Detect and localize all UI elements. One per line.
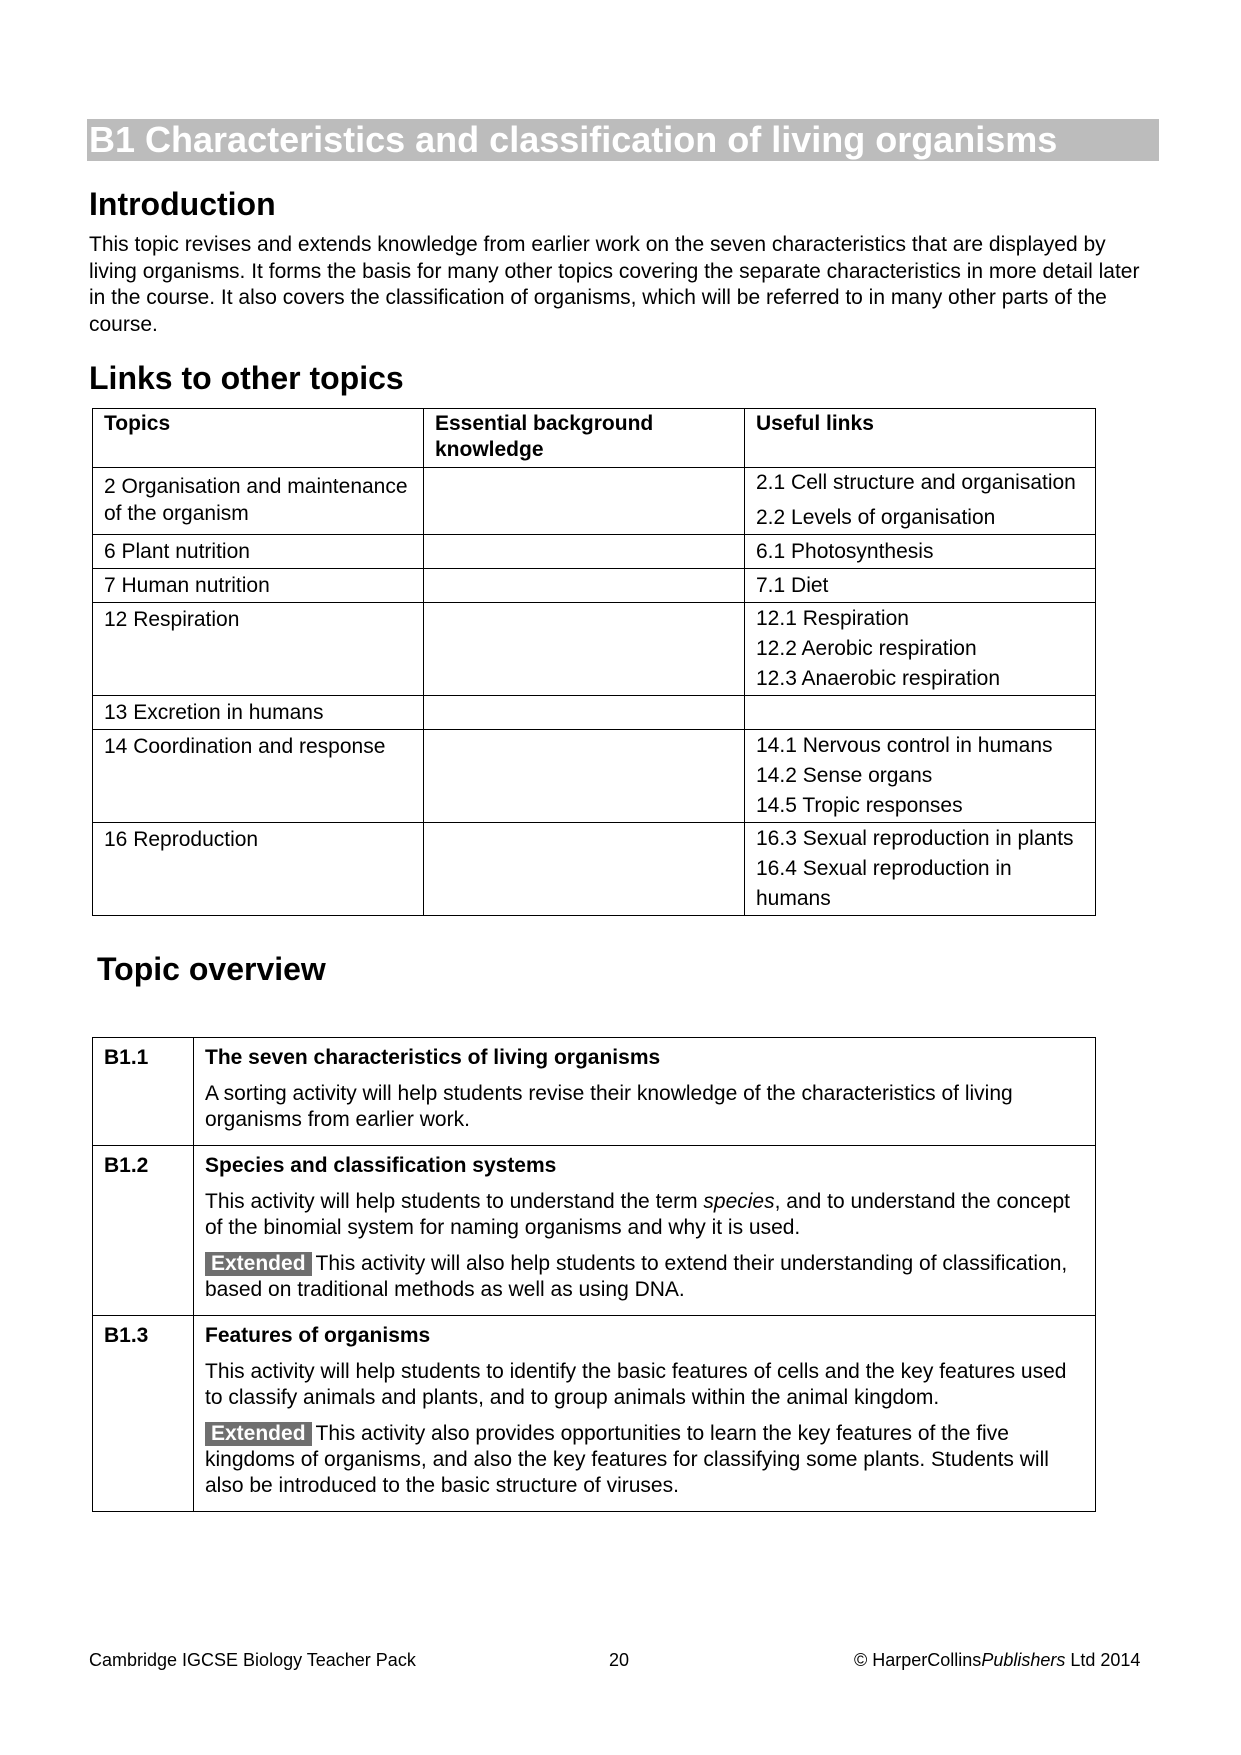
topic-cell: 16 Reproduction bbox=[93, 823, 424, 916]
topic-code: B1.3 bbox=[93, 1316, 194, 1512]
footer-copyright bbox=[854, 1649, 1140, 1671]
introduction-text: This topic revises and extends knowledge from earlier work on the seven characteristics that are displayed by living organisms. It forms the basis for many other topics covering the separate characteristics in more detail later in the course. It also covers the classification of organisms, which will be referred to in many other parts of the course. bbox=[89, 233, 1140, 336]
useful-link: 7.1 Diet bbox=[756, 574, 829, 597]
overview-content bbox=[194, 1038, 1096, 1146]
overview-content bbox=[194, 1316, 1096, 1512]
column-header-background: Essential background knowledge bbox=[424, 409, 745, 468]
extended-badge: Extended bbox=[205, 1252, 312, 1276]
useful-links-cell bbox=[745, 696, 1096, 730]
overview-item-title: Features of organisms bbox=[205, 1324, 431, 1347]
topic-cell: 14 Coordination and response bbox=[93, 730, 424, 823]
copyright-prefix: © HarperCollins bbox=[854, 1650, 982, 1670]
background-cell bbox=[424, 569, 745, 603]
topic-cell: 6 Plant nutrition bbox=[93, 535, 424, 569]
overview-item-extended bbox=[205, 1421, 1083, 1499]
useful-links-cell bbox=[745, 603, 1096, 696]
topic-code: B1.1 bbox=[93, 1038, 194, 1146]
useful-link: 6.1 Photosynthesis bbox=[756, 540, 934, 563]
useful-links-cell bbox=[745, 468, 1096, 535]
table-row bbox=[93, 535, 1096, 569]
table-row bbox=[93, 603, 1096, 696]
useful-link: 16.3 Sexual reproduction in plants bbox=[756, 827, 1074, 850]
useful-link: 14.5 Tropic responses bbox=[756, 794, 963, 817]
useful-link: 12.2 Aerobic respiration bbox=[756, 637, 977, 660]
background-cell bbox=[424, 603, 745, 696]
overview-table bbox=[92, 1037, 1096, 1512]
overview-item-description: This activity will help students to identify the basic features of cells and the key features used to classify animals and plants, and to group animals within the animal kingdom. bbox=[205, 1360, 1067, 1409]
useful-links-cell bbox=[745, 535, 1096, 569]
table-row bbox=[93, 730, 1096, 823]
topic-code: B1.2 bbox=[93, 1146, 194, 1316]
column-header-topics: Topics bbox=[93, 409, 424, 468]
table-row bbox=[93, 1038, 1096, 1146]
useful-link: 14.2 Sense organs bbox=[756, 764, 933, 787]
description-text: , and to understand the concept of the binomial system for naming organisms and why it is used. bbox=[205, 1190, 1070, 1239]
table-row bbox=[93, 1146, 1096, 1316]
table-row bbox=[93, 823, 1096, 916]
useful-link: 12.3 Anaerobic respiration bbox=[756, 667, 1000, 690]
overview-item-description bbox=[205, 1189, 1083, 1241]
useful-link: 12.1 Respiration bbox=[756, 607, 909, 630]
description-text: This activity will help students to understand the term bbox=[205, 1190, 704, 1213]
extended-text: This activity also provides opportunities to learn the key features of the five kingdoms of organisms, and also the key features for classifying some plants. Students will also be introduced to the basic structure of viruses. bbox=[205, 1422, 1049, 1497]
background-cell bbox=[424, 696, 745, 730]
overview-heading: Topic overview bbox=[97, 951, 326, 987]
topic-cell: 12 Respiration bbox=[93, 603, 424, 696]
topic-cell: 13 Excretion in humans bbox=[93, 696, 424, 730]
topic-cell: 2 Organisation and maintenance of the organism bbox=[93, 468, 424, 535]
introduction-heading: Introduction bbox=[89, 186, 276, 222]
page-title: B1 Characteristics and classification of living organisms bbox=[87, 119, 1159, 161]
description-italic-term: species bbox=[703, 1190, 775, 1213]
background-cell bbox=[424, 535, 745, 569]
useful-links-cell bbox=[745, 569, 1096, 603]
table-row bbox=[93, 1316, 1096, 1512]
overview-item-title: Species and classification systems bbox=[205, 1154, 557, 1177]
extended-text: This activity will also help students to extend their understanding of classification, based on traditional methods as well as using DNA. bbox=[205, 1252, 1068, 1301]
links-table-header-row bbox=[93, 409, 1096, 468]
links-table bbox=[92, 408, 1096, 916]
overview-item-title: The seven characteristics of living organisms bbox=[205, 1046, 661, 1069]
background-cell bbox=[424, 468, 745, 535]
useful-link: 16.4 Sexual reproduction in humans bbox=[756, 857, 1012, 910]
footer-page-number: 20 bbox=[609, 1650, 630, 1670]
table-row bbox=[93, 468, 1096, 535]
copyright-suffix: Ltd 2014 bbox=[1065, 1650, 1141, 1670]
background-cell bbox=[424, 730, 745, 823]
overview-content bbox=[194, 1146, 1096, 1316]
column-header-useful-links: Useful links bbox=[745, 409, 1096, 468]
overview-item-extended bbox=[205, 1251, 1083, 1303]
footer-publication: Cambridge IGCSE Biology Teacher Pack bbox=[89, 1650, 416, 1670]
topic-cell: 7 Human nutrition bbox=[93, 569, 424, 603]
table-row bbox=[93, 696, 1096, 730]
links-heading: Links to other topics bbox=[89, 360, 404, 396]
background-cell bbox=[424, 823, 745, 916]
extended-badge: Extended bbox=[205, 1422, 312, 1446]
useful-link: 2.2 Levels of organisation bbox=[756, 506, 996, 529]
table-row bbox=[93, 569, 1096, 603]
useful-link: 14.1 Nervous control in humans bbox=[756, 734, 1053, 757]
copyright-italic: Publishers bbox=[981, 1650, 1066, 1670]
useful-links-cell bbox=[745, 823, 1096, 916]
overview-item-description: A sorting activity will help students revise their knowledge of the characteristics of living organisms from earlier work. bbox=[205, 1082, 1013, 1131]
useful-links-cell bbox=[745, 730, 1096, 823]
useful-link: 2.1 Cell structure and organisation bbox=[756, 471, 1076, 494]
